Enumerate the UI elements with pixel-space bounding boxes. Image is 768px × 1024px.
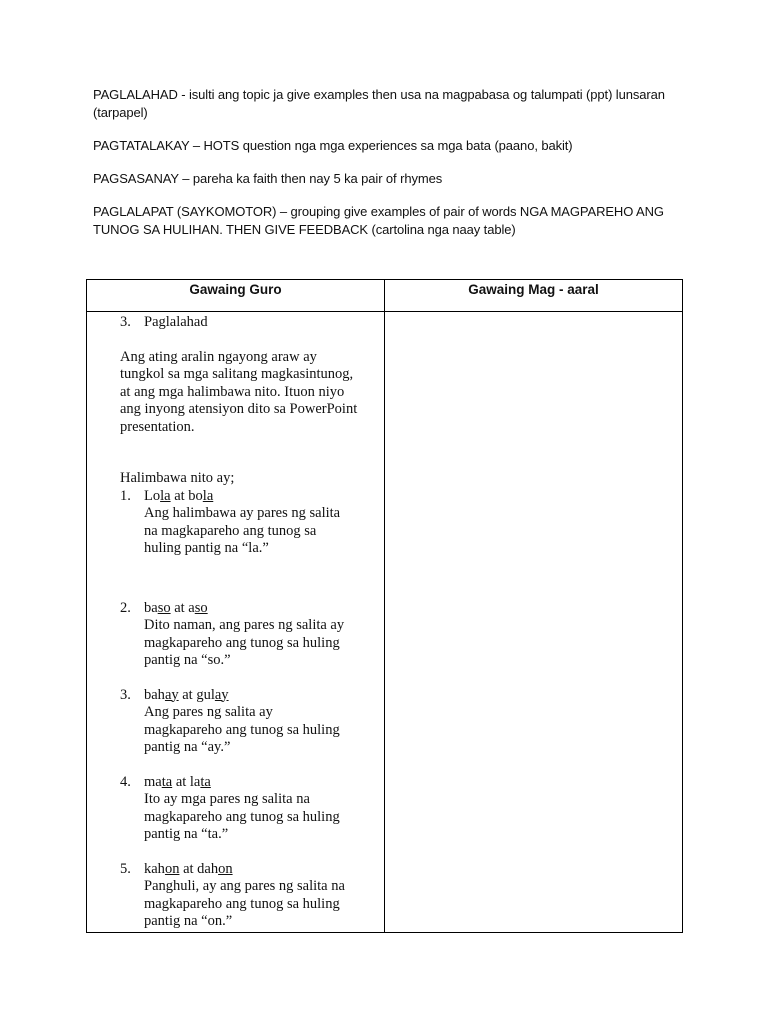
example-explanation-line: pantig na “on.” — [144, 913, 233, 929]
example-explanation-line: magkapareho ang tunog sa huling — [144, 895, 340, 912]
word-one-ending: ay — [164, 686, 179, 703]
connector-text: at gul — [178, 686, 215, 703]
note-paglalahad: PAGLALAHAD - isulti ang topic ja give examples then usa na magpabasa og talumpati (ppt) lunsaran (tarpapel) — [93, 87, 665, 120]
list-item — [88, 861, 383, 931]
word-two-start: bo — [188, 487, 203, 504]
connector-text: at la — [172, 773, 201, 790]
example-explanation-line: magkapareho ang tunog sa huling — [144, 634, 340, 651]
example-number: 2. — [120, 599, 131, 616]
word-one-ending: la — [160, 487, 171, 504]
example-explanation-line: Dito naman, ang pares ng salita ay — [144, 617, 345, 633]
example-explanation-line: Panghuli, ay ang pares ng salita na — [144, 878, 345, 894]
example-words — [88, 600, 383, 618]
example-explanation-line: magkapareho ang tunog sa huling — [144, 808, 340, 825]
word-one-start: ba — [144, 599, 158, 616]
lesson-notes — [93, 86, 683, 254]
word-one-start: kah — [144, 860, 165, 877]
list-item — [88, 774, 383, 844]
examples-heading: Halimbawa nito ay; — [120, 470, 235, 486]
connector-text: at dah — [179, 860, 219, 877]
word-one-ending: ta — [161, 773, 173, 790]
word-one-start: bah — [144, 686, 165, 703]
gawaing-guro-cell — [87, 312, 385, 933]
example-number: 3. — [120, 686, 131, 703]
gawaing-mag-aaral-cell — [385, 312, 683, 933]
list-item — [88, 687, 383, 757]
example-number: 1. — [120, 487, 131, 504]
word-one-ending: so — [157, 599, 171, 616]
note-paglalapat: PAGLALAPAT (SAYKOMOTOR) – grouping give examples of pair of words NGA MAGPAREHO ANG TUNOG SA HULIHAN. THEN GIVE FEEDBACK (cartolina nga naay table) — [93, 204, 664, 237]
example-explanation-line: pantig na “so.” — [144, 652, 231, 668]
header-gawaing-guro: Gawaing Guro — [87, 280, 385, 312]
word-two-ending: la — [202, 487, 214, 504]
connector-text: at a — [170, 599, 195, 616]
lesson-plan-table — [86, 279, 683, 933]
example-number: 5. — [120, 860, 131, 877]
example-explanation-line: Ang pares ng salita ay — [144, 704, 273, 720]
word-one-start: ma — [144, 773, 162, 790]
header-gawaing-mag-aaral: Gawaing Mag - aaral — [385, 280, 683, 312]
note-pagtatalakay: PAGTATALAKAY – HOTS question nga mga experiences sa mga bata (paano, bakit) — [93, 138, 573, 153]
example-words — [88, 774, 383, 792]
word-one-start: Lo — [144, 487, 161, 504]
word-one-ending: on — [164, 860, 180, 877]
example-number: 4. — [120, 773, 131, 790]
section-heading — [88, 314, 383, 332]
word-two-ending: ta — [200, 773, 211, 790]
example-words — [88, 687, 383, 705]
section-title: Paglalahad — [144, 314, 208, 330]
word-two-ending: ay — [214, 686, 229, 703]
list-item — [88, 488, 383, 558]
example-explanation-line: Ito ay mga pares ng salita na — [144, 791, 310, 807]
example-words — [88, 861, 383, 879]
intro-paragraph: Ang ating aralin ngayong araw ay tungkol sa mga salitang magkasintunog, at ang mga halimbawa nito. Ituon niyo ang inyong atensiyon dito sa PowerPoint presentation. — [120, 348, 358, 435]
example-explanation-line: pantig na “ta.” — [144, 826, 229, 842]
word-two-ending: so — [194, 599, 208, 616]
example-explanation-line: Ang halimbawa ay pares ng salita — [144, 505, 341, 521]
guro-content — [88, 313, 383, 931]
example-explanation-line: na magkapareho ang tunog sa — [144, 522, 317, 539]
example-words — [88, 488, 383, 506]
table-row — [87, 312, 683, 933]
list-item — [88, 600, 383, 670]
table-header-row — [87, 280, 683, 312]
example-explanation-line: pantig na “ay.” — [144, 739, 231, 755]
connector-text: at — [170, 487, 189, 504]
word-two-ending: on — [218, 860, 233, 877]
section-number: 3. — [120, 314, 131, 330]
note-pagsasanay: PAGSASANAY – pareha ka faith then nay 5 ka pair of rhymes — [93, 171, 443, 186]
example-explanation-line: huling pantig na “la.” — [144, 540, 269, 556]
example-explanation-line: magkapareho ang tunog sa huling — [144, 721, 340, 738]
examples-list — [88, 488, 383, 931]
